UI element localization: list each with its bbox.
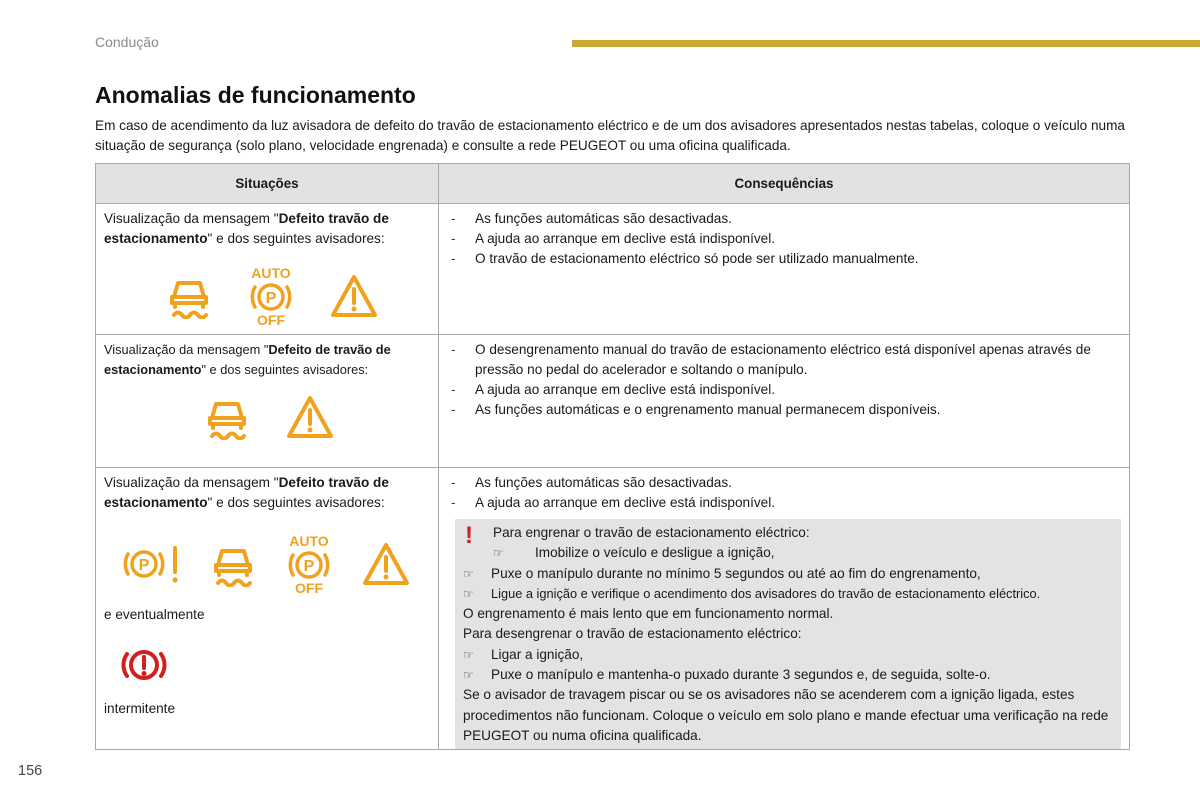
warning-note-box <box>455 519 1121 749</box>
auto-park-off-icon <box>282 533 336 595</box>
pointing-hand-icon: ☞ <box>493 546 504 561</box>
situation-text: Visualização da mensagem "Defeito travão de estacionamento" e dos seguintes avisadores: <box>104 475 389 510</box>
list-item: - A ajuda ao arranque em declive está indisponível. <box>447 229 1121 249</box>
list-item: - A ajuda ao arranque em declive está indisponível. <box>447 380 1121 400</box>
consequence-cell <box>439 468 1130 750</box>
brake-warning-icon <box>118 645 170 685</box>
eventually-label: e eventualmente <box>104 607 205 622</box>
warning-lights-group <box>104 265 430 327</box>
consequence-list <box>447 340 1121 420</box>
warning-triangle-icon <box>286 395 334 439</box>
situation-cell <box>96 204 439 335</box>
consequence-cell <box>439 335 1130 468</box>
skid-control-icon <box>204 394 250 440</box>
list-item: - As funções automáticas e o engrenamento manual permanecem disponíveis. <box>447 400 1121 420</box>
warning-triangle-icon <box>362 542 410 586</box>
note-step: ☞ Imobilize o veículo e desligue a ignição, <box>493 543 810 563</box>
consequence-list <box>447 209 1121 269</box>
svg-text:P: P <box>265 290 277 307</box>
svg-text:OFF: OFF <box>295 580 323 595</box>
situation-cell <box>96 335 439 468</box>
table-header-row <box>96 164 1130 204</box>
svg-text:OFF: OFF <box>257 312 285 327</box>
note-lead <box>463 523 1111 564</box>
page-number: 156 <box>18 763 43 779</box>
warning-lights-group-secondary <box>104 645 430 685</box>
page-title: Anomalias de funcionamento <box>95 82 416 108</box>
table-row <box>96 468 1130 750</box>
pointing-hand-icon: ☞ <box>463 566 474 581</box>
anomalies-table <box>95 163 1130 750</box>
list-item: - As funções automáticas são desactivadas. <box>447 209 1121 229</box>
warning-lights-group <box>104 394 430 440</box>
svg-text:P: P <box>138 557 150 574</box>
note-step: ☞ Puxe o manípulo e mantenha-o puxado durante 3 segundos e, de seguida, solte-o. <box>463 665 1111 685</box>
pointing-hand-icon: ☞ <box>463 586 474 601</box>
note-step: ☞ Puxe o manípulo durante no mínimo 5 segundos ou até ao fim do engrenamento, <box>463 564 1111 584</box>
table-row <box>96 335 1130 468</box>
note-line: Para engrenar o travão de estacionamento eléctrico: <box>493 525 810 540</box>
note-line: O engrenamento é mais lento que em funcionamento normal. <box>463 606 834 622</box>
header-accent-bar <box>572 40 1200 47</box>
note-step: ☞ Ligue a ignição e verifique o acendimento dos avisadores do travão de estacionamento eléctrico. <box>463 584 1111 604</box>
section-label: Condução <box>95 34 159 50</box>
exclamation-icon: ! <box>465 522 473 549</box>
pointing-hand-icon: ☞ <box>463 647 474 662</box>
list-item: - O travão de estacionamento eléctrico só pode ser utilizado manualmente. <box>447 249 1121 269</box>
consequence-list <box>447 473 1121 513</box>
table-row <box>96 204 1130 335</box>
warning-triangle-icon <box>330 274 378 318</box>
park-fault-icon <box>120 542 184 586</box>
note-step: ☞ Ligar a ignição, <box>463 645 1111 665</box>
skid-control-icon <box>166 273 212 319</box>
svg-text:P: P <box>303 558 315 575</box>
note-line: Para desengrenar o travão de estacionamento eléctrico: <box>463 626 802 642</box>
situation-text: Visualização da mensagem "Defeito travão de estacionamento" e dos seguintes avisadores: <box>104 211 389 246</box>
list-item: - A ajuda ao arranque em declive está indisponível. <box>447 493 1121 513</box>
header-consequences: Consequências <box>439 164 1130 204</box>
pointing-hand-icon: ☞ <box>463 668 474 683</box>
flashing-label: intermitente <box>104 701 176 716</box>
note-line: Se o avisador de travagem piscar ou se os avisadores não se acenderem com a ignição ligada, estes procedimentos não funcionam. Coloque o veículo em solo plano e mande efectuar uma verificação na rede PEUGEOT ou numa oficina qualificada. <box>463 687 1109 743</box>
svg-text:AUTO: AUTO <box>251 265 291 281</box>
skid-control-icon <box>210 541 256 587</box>
svg-text:AUTO: AUTO <box>289 533 329 549</box>
intro-paragraph: Em caso de acendimento da luz avisadora de defeito do travão de estacionamento eléctrico e de um dos avisadores apresentados nestas tabelas, coloque o veículo numa situação de segurança (solo plano, velocidade engrenada) e consulte a rede PEUGEOT ou uma oficina qualificada. <box>95 118 1125 153</box>
list-item: - O desengrenamento manual do travão de estacionamento eléctrico está disponível apenas através de pressão no pedal do acelerador e soltando o manípulo. <box>447 340 1121 380</box>
situation-text: Visualização da mensagem "Defeito de travão de estacionamento" e dos seguintes avisadores: <box>104 342 391 377</box>
header-situations: Situações <box>96 164 439 204</box>
warning-lights-group <box>104 533 430 595</box>
situation-cell <box>96 468 439 750</box>
consequence-cell <box>439 204 1130 335</box>
auto-park-off-icon <box>244 265 298 327</box>
list-item: - As funções automáticas são desactivadas. <box>447 473 1121 493</box>
